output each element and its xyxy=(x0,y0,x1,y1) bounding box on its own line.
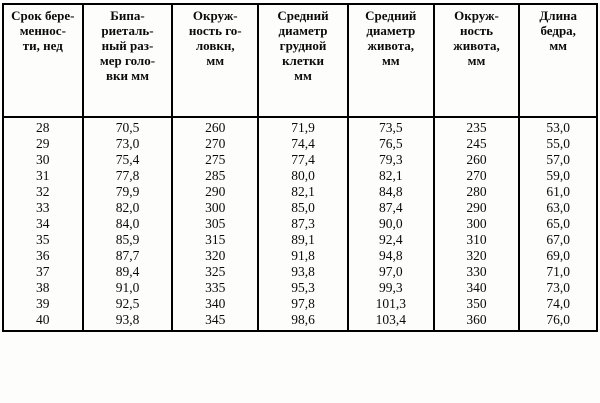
cell-abdomen-diameter: 101,3 xyxy=(348,296,434,312)
cell-abdomen-circumference: 350 xyxy=(434,296,520,312)
header-text: Срок бере- меннос- ти, нед xyxy=(11,8,75,53)
table-row xyxy=(3,184,597,200)
cell-biparietal-diameter: 87,7 xyxy=(83,248,173,264)
cell-femur-length: 59,0 xyxy=(519,168,597,184)
cell-abdomen-circumference: 310 xyxy=(434,232,520,248)
table-row xyxy=(3,280,597,296)
table-header xyxy=(3,4,597,117)
cell-biparietal-diameter: 75,4 xyxy=(83,152,173,168)
cell-abdomen-diameter: 92,4 xyxy=(348,232,434,248)
cell-abdomen-diameter: 84,8 xyxy=(348,184,434,200)
cell-head-circumference: 270 xyxy=(172,136,258,152)
cell-biparietal-diameter: 89,4 xyxy=(83,264,173,280)
column-header-chest-diameter xyxy=(258,4,348,117)
header-text: Длина бедра, мм xyxy=(539,8,578,53)
cell-gestational-age: 29 xyxy=(3,136,83,152)
cell-chest-diameter: 74,4 xyxy=(258,136,348,152)
cell-biparietal-diameter: 79,9 xyxy=(83,184,173,200)
table-row xyxy=(3,264,597,280)
cell-head-circumference: 325 xyxy=(172,264,258,280)
cell-abdomen-circumference: 340 xyxy=(434,280,520,296)
cell-biparietal-diameter: 92,5 xyxy=(83,296,173,312)
cell-femur-length: 67,0 xyxy=(519,232,597,248)
table-row xyxy=(3,117,597,136)
cell-abdomen-circumference: 280 xyxy=(434,184,520,200)
column-header-gestational-age xyxy=(3,4,83,117)
cell-femur-length: 74,0 xyxy=(519,296,597,312)
cell-head-circumference: 305 xyxy=(172,216,258,232)
table-row xyxy=(3,200,597,216)
table-row xyxy=(3,152,597,168)
cell-abdomen-circumference: 320 xyxy=(434,248,520,264)
header-text: Окруж- ность живота, мм xyxy=(453,8,500,68)
cell-abdomen-diameter: 99,3 xyxy=(348,280,434,296)
cell-gestational-age: 32 xyxy=(3,184,83,200)
table-row xyxy=(3,216,597,232)
table-row xyxy=(3,248,597,264)
cell-abdomen-circumference: 260 xyxy=(434,152,520,168)
cell-chest-diameter: 85,0 xyxy=(258,200,348,216)
cell-abdomen-diameter: 82,1 xyxy=(348,168,434,184)
cell-biparietal-diameter: 82,0 xyxy=(83,200,173,216)
cell-gestational-age: 35 xyxy=(3,232,83,248)
cell-abdomen-circumference: 290 xyxy=(434,200,520,216)
table-body xyxy=(3,117,597,331)
cell-abdomen-diameter: 79,3 xyxy=(348,152,434,168)
cell-head-circumference: 300 xyxy=(172,200,258,216)
cell-chest-diameter: 91,8 xyxy=(258,248,348,264)
cell-head-circumference: 320 xyxy=(172,248,258,264)
header-text: Окруж- ность го- ловкн, мм xyxy=(188,8,242,68)
header-text: Бипа- риеталь- ный раз- мер голо- вки мм xyxy=(99,8,156,83)
column-header-head-circumference xyxy=(172,4,258,117)
cell-gestational-age: 31 xyxy=(3,168,83,184)
cell-gestational-age: 28 xyxy=(3,117,83,136)
cell-biparietal-diameter: 77,8 xyxy=(83,168,173,184)
cell-femur-length: 76,0 xyxy=(519,312,597,331)
cell-abdomen-diameter: 76,5 xyxy=(348,136,434,152)
column-header-biparietal-diameter xyxy=(83,4,173,117)
fetal-biometry-table xyxy=(2,3,598,332)
table-row xyxy=(3,232,597,248)
cell-chest-diameter: 87,3 xyxy=(258,216,348,232)
cell-biparietal-diameter: 93,8 xyxy=(83,312,173,331)
cell-abdomen-diameter: 73,5 xyxy=(348,117,434,136)
cell-gestational-age: 30 xyxy=(3,152,83,168)
document-page xyxy=(0,3,600,403)
cell-head-circumference: 340 xyxy=(172,296,258,312)
cell-abdomen-diameter: 97,0 xyxy=(348,264,434,280)
cell-chest-diameter: 80,0 xyxy=(258,168,348,184)
cell-chest-diameter: 97,8 xyxy=(258,296,348,312)
cell-chest-diameter: 77,4 xyxy=(258,152,348,168)
header-row xyxy=(3,4,597,117)
header-text: Средний диаметр живота, мм xyxy=(365,8,417,68)
cell-femur-length: 57,0 xyxy=(519,152,597,168)
cell-abdomen-diameter: 103,4 xyxy=(348,312,434,331)
cell-gestational-age: 37 xyxy=(3,264,83,280)
cell-chest-diameter: 89,1 xyxy=(258,232,348,248)
cell-head-circumference: 285 xyxy=(172,168,258,184)
cell-chest-diameter: 71,9 xyxy=(258,117,348,136)
table-row xyxy=(3,296,597,312)
cell-femur-length: 55,0 xyxy=(519,136,597,152)
cell-gestational-age: 40 xyxy=(3,312,83,331)
cell-biparietal-diameter: 85,9 xyxy=(83,232,173,248)
cell-abdomen-diameter: 87,4 xyxy=(348,200,434,216)
cell-gestational-age: 36 xyxy=(3,248,83,264)
cell-gestational-age: 39 xyxy=(3,296,83,312)
cell-femur-length: 65,0 xyxy=(519,216,597,232)
cell-femur-length: 61,0 xyxy=(519,184,597,200)
cell-abdomen-circumference: 270 xyxy=(434,168,520,184)
cell-biparietal-diameter: 91,0 xyxy=(83,280,173,296)
cell-head-circumference: 290 xyxy=(172,184,258,200)
cell-femur-length: 73,0 xyxy=(519,280,597,296)
cell-gestational-age: 33 xyxy=(3,200,83,216)
cell-biparietal-diameter: 84,0 xyxy=(83,216,173,232)
table-row xyxy=(3,136,597,152)
cell-head-circumference: 345 xyxy=(172,312,258,331)
cell-head-circumference: 335 xyxy=(172,280,258,296)
table-row xyxy=(3,168,597,184)
cell-femur-length: 53,0 xyxy=(519,117,597,136)
cell-abdomen-circumference: 235 xyxy=(434,117,520,136)
column-header-femur-length xyxy=(519,4,597,117)
cell-chest-diameter: 82,1 xyxy=(258,184,348,200)
cell-head-circumference: 275 xyxy=(172,152,258,168)
cell-abdomen-circumference: 300 xyxy=(434,216,520,232)
cell-femur-length: 71,0 xyxy=(519,264,597,280)
cell-femur-length: 69,0 xyxy=(519,248,597,264)
cell-abdomen-circumference: 330 xyxy=(434,264,520,280)
cell-chest-diameter: 95,3 xyxy=(258,280,348,296)
header-text: Средний диаметр грудной клетки мм xyxy=(277,8,329,83)
cell-gestational-age: 34 xyxy=(3,216,83,232)
cell-abdomen-diameter: 94,8 xyxy=(348,248,434,264)
cell-femur-length: 63,0 xyxy=(519,200,597,216)
cell-gestational-age: 38 xyxy=(3,280,83,296)
column-header-abdomen-diameter xyxy=(348,4,434,117)
cell-head-circumference: 260 xyxy=(172,117,258,136)
cell-abdomen-circumference: 360 xyxy=(434,312,520,331)
cell-head-circumference: 315 xyxy=(172,232,258,248)
column-header-abdomen-circumference xyxy=(434,4,520,117)
cell-chest-diameter: 93,8 xyxy=(258,264,348,280)
cell-abdomen-diameter: 90,0 xyxy=(348,216,434,232)
table-row xyxy=(3,312,597,331)
cell-biparietal-diameter: 70,5 xyxy=(83,117,173,136)
cell-abdomen-circumference: 245 xyxy=(434,136,520,152)
cell-biparietal-diameter: 73,0 xyxy=(83,136,173,152)
cell-chest-diameter: 98,6 xyxy=(258,312,348,331)
